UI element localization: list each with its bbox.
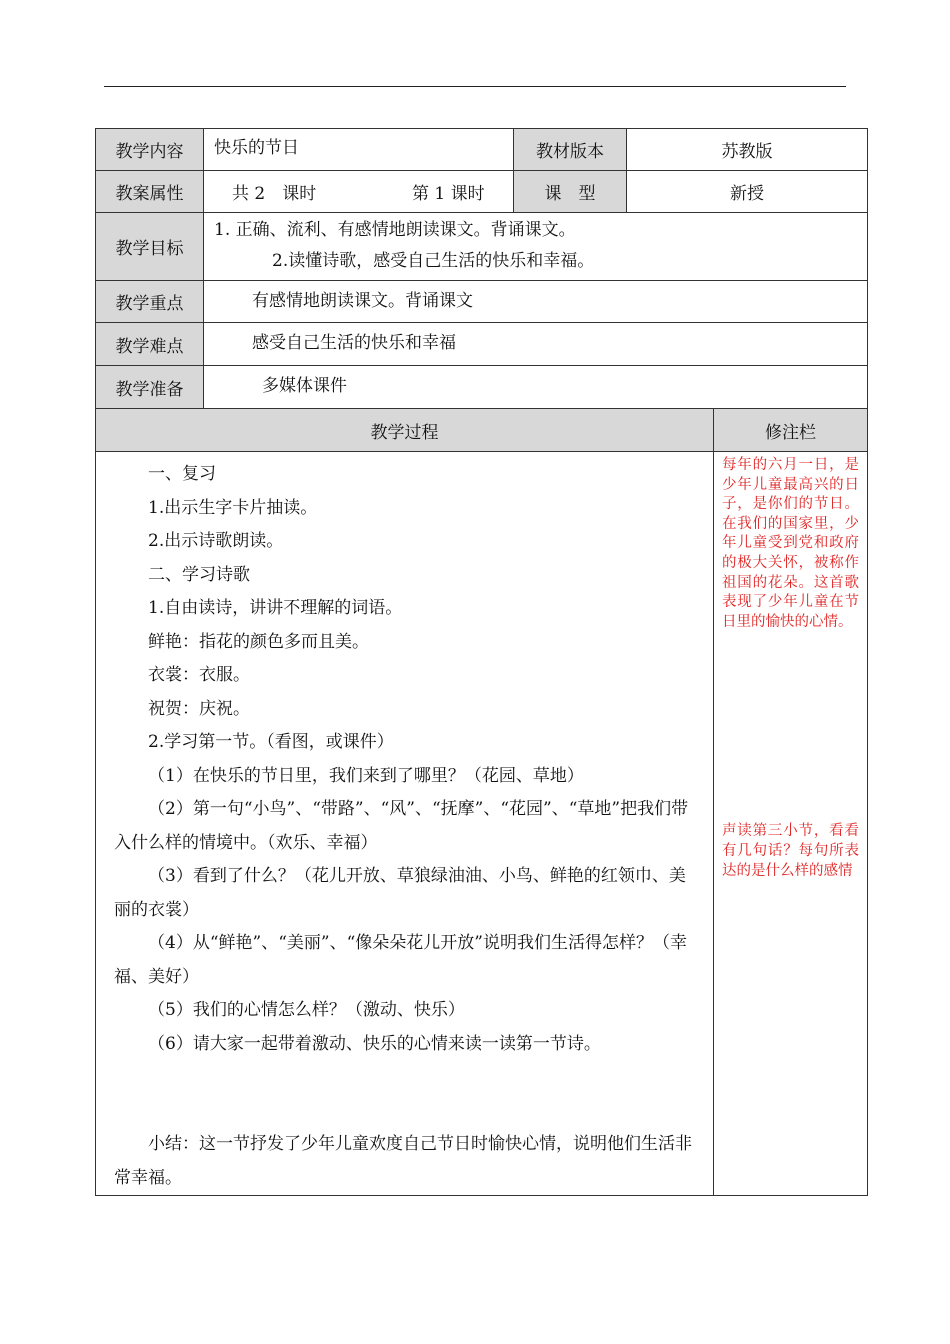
process-line: 衣裳：衣服。 <box>148 665 250 685</box>
row-difficulties <box>96 323 868 366</box>
process-line: 二、学习诗歌 <box>148 564 250 585</box>
goal-item-1: 1. 正确、流利、有感情地朗读课文。背诵课文。 <box>214 220 576 240</box>
prep-value: 多媒体课件 <box>204 366 868 409</box>
content-value: 快乐的节日 <box>204 129 514 171</box>
goal-value <box>204 213 868 281</box>
process-line: （6）请大家一起带着激动、快乐的心情来读一读第一节诗。 <box>148 1033 601 1054</box>
row-goals <box>96 213 868 281</box>
note-1: 每年的六月一日，是少年儿童最高兴的日子，是你们的节日。在我们的国家里，少年儿童受到党和政府的极大关怀，被称作祖国的花朵。这首歌表现了少年儿童在节日里的愉快的心情。 <box>722 457 859 630</box>
process-title: 教学过程 <box>96 409 714 452</box>
goal-label: 教学目标 <box>96 213 204 281</box>
process-line: 2.学习第一节。（看图，或课件） <box>148 732 394 752</box>
process-line: （3）看到了什么？（花儿开放、草狼绿油油、小鸟、鲜艳的红领巾、美丽的衣裳） <box>114 866 686 920</box>
goal-item-2: 2.读懂诗歌，感受自己生活的快乐和幸福。 <box>272 251 595 271</box>
note-2: 声读第三小节，看看有几句话？每句所表达的是什么样的感情 <box>722 823 859 879</box>
type-value: 新授 <box>627 171 868 213</box>
row-process-body <box>96 452 868 1196</box>
attr-label: 教案属性 <box>96 171 204 213</box>
process-line: 祝贺：庆祝。 <box>148 698 250 719</box>
edition-label: 教材版本 <box>514 129 627 171</box>
process-summary: 小结：这一节抒发了少年儿童欢度自己节日时愉快心情，说明他们生活非常幸福。 <box>114 1134 692 1188</box>
row-key-points <box>96 281 868 323</box>
header-rule <box>104 86 846 87</box>
difficulty-label: 教学难点 <box>96 323 204 366</box>
difficulty-value: 感受自己生活的快乐和幸福 <box>204 323 868 366</box>
process-content <box>96 452 714 1196</box>
content-label: 教学内容 <box>96 129 204 171</box>
attr-total-hours: 共 2 课时 <box>232 184 317 204</box>
attr-value <box>204 171 514 213</box>
notes-content <box>714 452 868 1196</box>
lesson-plan-table <box>95 128 868 1196</box>
process-line: （1）在快乐的节日里，我们来到了哪里？（花园、草地） <box>148 765 584 786</box>
process-line: （4）从“鲜艳”、“美丽”、“像朵朵花儿开放”说明我们生活得怎样？（幸福、美好） <box>114 933 687 987</box>
process-line: 鲜艳：指花的颜色多而且美。 <box>148 631 369 652</box>
prep-label: 教学准备 <box>96 366 204 409</box>
notes-gap <box>722 632 859 822</box>
notes-title: 修注栏 <box>714 409 868 452</box>
attr-current-hour: 第 1 课时 <box>412 184 485 204</box>
type-label: 课 型 <box>514 171 627 213</box>
row-content <box>96 129 868 171</box>
key-value: 有感情地朗读课文。背诵课文 <box>204 281 868 323</box>
row-preparation <box>96 366 868 409</box>
process-spacer <box>114 1061 701 1128</box>
row-attributes <box>96 171 868 213</box>
process-line: （5）我们的心情怎么样？（激动、快乐） <box>148 1000 465 1020</box>
process-line: 一、复习 <box>148 464 216 484</box>
row-process-header <box>96 409 868 452</box>
process-line: 1.出示生字卡片抽读。 <box>148 497 318 518</box>
process-line: 2.出示诗歌朗读。 <box>148 531 284 551</box>
edition-value: 苏教版 <box>627 129 868 171</box>
key-label: 教学重点 <box>96 281 204 323</box>
process-line: 1.自由读诗，讲讲不理解的词语。 <box>148 598 403 618</box>
process-line: （2）第一句“小鸟”、“带路”、“风”、“抚摩”、“花园”、“草地”把我们带入什么样的情境中。（欢乐、幸福） <box>114 799 689 853</box>
